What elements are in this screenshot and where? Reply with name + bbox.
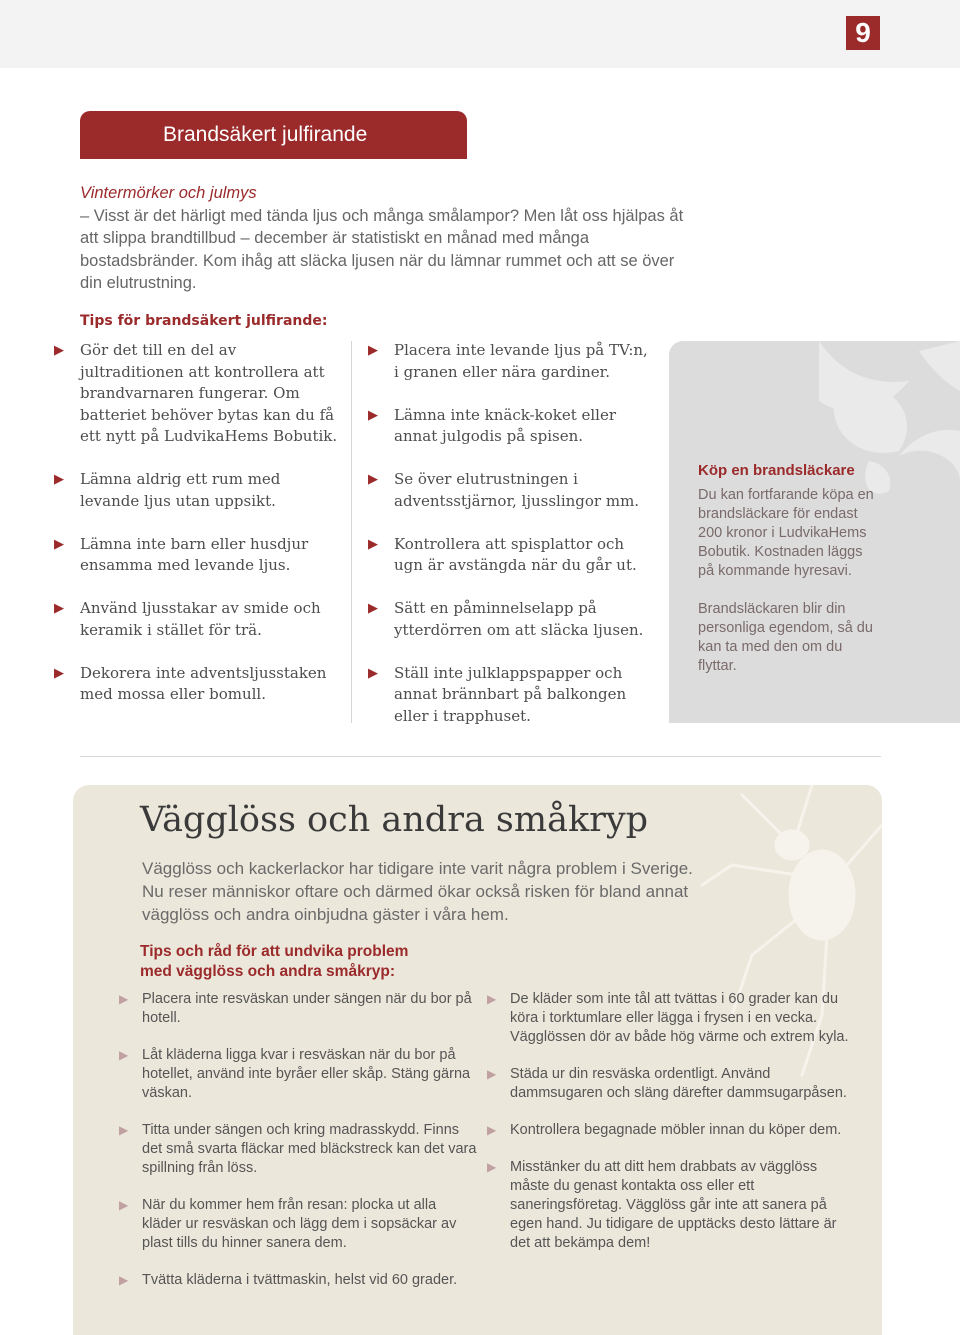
list-item: ▶ Titta under sängen och kring madrasskydd. Finns det små svarta fläckar med bläckstreck kan det vara spillning från löss. xyxy=(119,1122,477,1176)
list-item: ▶ Lämna inte knäck-koket eller annat julgodis på spisen. xyxy=(368,405,617,445)
list-item: ▶ Lämna aldrig ett rum med levande ljus utan uppsikt. xyxy=(54,470,281,510)
bullet-arrow-icon: ▶ xyxy=(119,1048,129,1062)
sidebar-title: Köp en brandsläckare xyxy=(698,462,855,479)
bullet-arrow-icon: ▶ xyxy=(54,601,64,616)
list-item: ▶ Låt kläderna ligga kvar i resväskan när du bor på hotellet, använd inte byråer eller skåp. Stäng gärna väskan. xyxy=(119,1047,471,1101)
page-header-bar xyxy=(0,0,960,68)
bullet-arrow-icon: ▶ xyxy=(368,343,378,358)
page-number: 9 xyxy=(846,16,880,50)
bedbug-tips-left-column xyxy=(119,990,477,1308)
bedbug-intro: Vägglöss och kackerlackor har tidigare inte varit några problem i Sverige. Nu reser människor oftare och därmed ökar också risken för bland annat vägglöss och andra oinbjudna gäster i våra hem. xyxy=(142,859,693,924)
list-item: ▶ Se över elutrustningen i adventsstjärnor, ljusslingor mm. xyxy=(368,470,640,510)
intro-text: – Visst är det härligt med tända ljus och många smålampor? Men låt oss hjälpas åt att slippa brandtillbud – december är statistiskt en månad med många bostadsbränder. Kom ihåg att släcka ljusen när du lämnar rummet och att se över din elutrustning. xyxy=(80,206,684,292)
bullet-arrow-icon: ▶ xyxy=(487,1123,497,1137)
list-item: ▶ Ställ inte julklappspapper och annat brännbart på balkongen eller i trapphuset. xyxy=(368,663,627,725)
fire-safety-intro xyxy=(80,182,700,295)
bullet-arrow-icon: ▶ xyxy=(54,343,64,358)
bullet-arrow-icon: ▶ xyxy=(368,407,378,423)
intro-lead: Vintermörker och julmys xyxy=(80,184,257,202)
bedbug-tips-heading xyxy=(140,942,408,981)
extinguisher-sidebar xyxy=(669,341,960,723)
sidebar-paragraph: Brandsläckaren blir din personliga egendom, så du kan ta med den om du flyttar. xyxy=(698,601,873,674)
list-item: ▶ Lämna inte barn eller husdjur ensamma med levande ljus. xyxy=(54,534,309,574)
fire-tips-left-column xyxy=(54,340,342,727)
fire-tips-heading: Tips för brandsäkert julfirande: xyxy=(80,313,328,329)
bullet-arrow-icon: ▶ xyxy=(54,665,64,681)
bullet-arrow-icon: ▶ xyxy=(119,1123,129,1137)
list-item: ▶ Misstänker du att ditt hem drabbats av vägglöss måste du genast kontakta oss eller ett saneringsföretag. Vägglöss går inte att sanera på egen hand. Ju tidigare de upptäcks desto lättare är det att bekämpa dem! xyxy=(487,1159,837,1251)
bullet-arrow-icon: ▶ xyxy=(368,665,378,681)
list-item: ▶ När du kommer hem från resan: plocka ut alla kläder ur resväskan och lägg dem i sopsäckar av plast tills du hinner sanera dem. xyxy=(119,1197,457,1251)
fire-tips-middle-column xyxy=(368,340,656,749)
list-item: ▶ Gör det till en del av jultraditionen att kontrollera att brandvarnaren fungerar. Om batteriet behöver bytas kan du få ett nytt på LudvikaHems Bobutik. xyxy=(54,341,338,445)
list-item: ▶ Städa ur din resväska ordentligt. Använd dammsugaren och släng därefter dammsugarpåsen. xyxy=(487,1066,847,1101)
bullet-arrow-icon: ▶ xyxy=(487,1160,497,1174)
list-item: ▶ Tvätta kläderna i tvättmaskin, helst vid 60 grader. xyxy=(119,1272,458,1288)
bullet-arrow-icon: ▶ xyxy=(368,536,378,552)
tips-heading-line: med vägglöss och andra småkryp: xyxy=(140,962,395,980)
tips-heading-line: Tips och råd för att undvika problem xyxy=(140,943,409,960)
bullet-arrow-icon: ▶ xyxy=(119,1198,129,1212)
list-item: ▶ Använd ljusstakar av smide och keramik i stället för trä. xyxy=(54,599,321,639)
bullet-arrow-icon: ▶ xyxy=(368,601,378,616)
bullet-arrow-icon: ▶ xyxy=(487,992,497,1006)
section-heading-bedbugs: Vägglöss och andra småkryp xyxy=(140,800,649,840)
section-divider xyxy=(80,756,881,757)
list-item: ▶ Dekorera inte adventsljusstaken med mossa eller bomull. xyxy=(54,663,327,703)
bullet-arrow-icon: ▶ xyxy=(368,472,378,487)
sidebar-body xyxy=(698,486,878,695)
list-item: ▶ Placera inte levande ljus på TV:n, i granen eller nära gardiner. xyxy=(368,341,648,381)
sidebar-paragraph: Du kan fortfarande köpa en brandsläckare för endast 200 kronor i LudvikaHems Bobutik. Kostnaden läggs på kommande hyresavi. xyxy=(698,487,874,579)
list-item: ▶ Sätt en påminnelselapp på ytterdörren om att släcka ljusen. xyxy=(368,599,644,639)
column-divider xyxy=(351,341,352,723)
list-item: ▶ Placera inte resväskan under sängen när du bor på hotell. xyxy=(119,991,472,1026)
bullet-arrow-icon: ▶ xyxy=(119,992,129,1006)
bullet-arrow-icon: ▶ xyxy=(487,1067,497,1081)
bullet-arrow-icon: ▶ xyxy=(54,536,64,552)
bullet-arrow-icon: ▶ xyxy=(119,1273,129,1287)
list-item: ▶ De kläder som inte tål att tvättas i 60 grader kan du köra i torktumlare eller lägga i frysen i en vecka. Vägglössen dör av både hög värme och extrem kyla. xyxy=(487,991,849,1045)
bullet-arrow-icon: ▶ xyxy=(54,472,64,487)
bedbug-tips-right-column xyxy=(487,990,850,1271)
list-item: ▶ Kontrollera begagnade möbler innan du köper dem. xyxy=(487,1122,842,1138)
section-heading-fire-safety: Brandsäkert julfirande xyxy=(80,111,467,159)
list-item: ▶ Kontrollera att spisplattor och ugn är avstängda när du går ut. xyxy=(368,534,637,574)
